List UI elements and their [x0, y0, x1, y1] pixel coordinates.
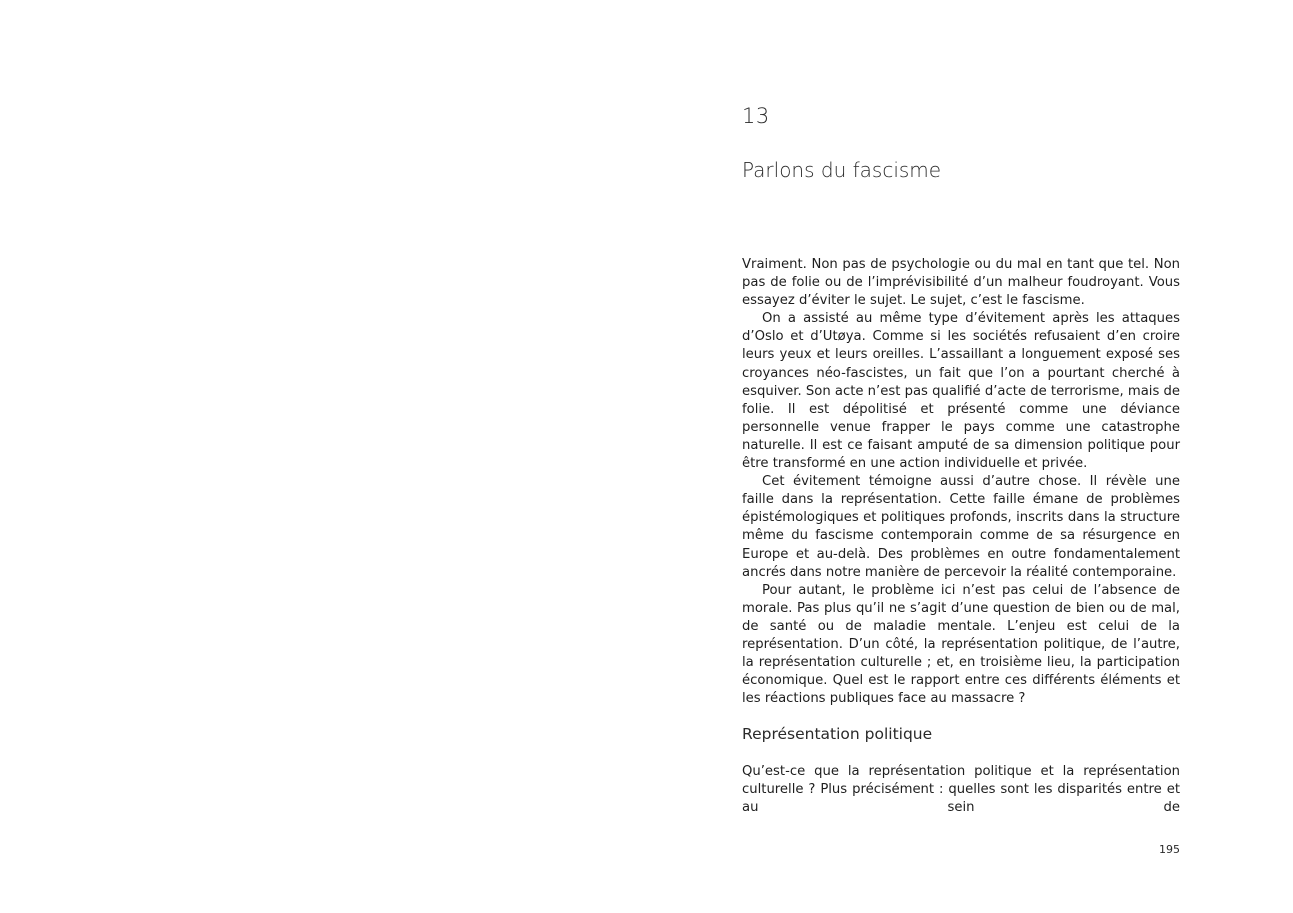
paragraph-1: Vraiment. Non pas de psychologie ou du mal en tant que tel. Non pas de folie ou de l’imprévisibilité d’un malheur foudroyant. Vous essayez d’éviter le sujet. Le sujet, c’est le fascisme.: [742, 257, 1180, 309]
right-page: [646, 0, 1293, 913]
left-page-blank: [0, 0, 646, 913]
section-body-text: [742, 763, 1180, 817]
section-heading: Représentation politique: [742, 725, 933, 743]
section-paragraph: Qu’est-ce que la représentation politique et la représentation culturelle ? Plus précisément : quelles sont les disparités entre et au sein de: [742, 764, 1180, 816]
page-number: 195: [1159, 843, 1180, 856]
paragraph-2: On a assisté au même type d’évitement après les attaques d’Oslo et d’Utøya. Comme si les sociétés refusaient d’en croire leurs yeux et leurs oreilles. L’assaillant a longuement exposé ses croyances néo-fascistes, un fait que l’on a pourtant cherché à esquiver. Son acte n’est pas qualifié d’acte de terrorisme, mais de folie. Il est dépolitisé et présenté comme une déviance personnelle venue frapper le pays comme une catastrophe naturelle. Il est ce faisant amputé de sa dimension politique pour être transformé en une action individuelle et privée.: [742, 311, 1181, 472]
body-text: [742, 256, 1180, 708]
chapter-number: 13: [742, 104, 770, 128]
paragraph-3: Cet évitement témoigne aussi d’autre chose. Il révèle une faille dans la représentation. Cette faille émane de problèmes épistémologiques et politiques profonds, inscrits dans la structure même du fascisme contemporain comme de sa résurgence en Europe et au-delà. Des problèmes en outre fondamentalement ancrés dans notre manière de percevoir la réalité contemporaine.: [742, 474, 1180, 580]
chapter-title: Parlons du fascisme: [742, 158, 942, 182]
paragraph-4: Pour autant, le problème ici n’est pas celui de l’absence de morale. Pas plus qu’il ne s’agit d’une question de bien ou de mal, de santé ou de maladie mentale. L’enjeu est celui de la représentation. D’un côté, la représentation politique, de l’autre, la représentation culturelle ; et, en troisième lieu, la participation économique. Quel est le rapport entre ces différents éléments et les réactions publiques face au massacre ?: [742, 582, 1180, 707]
